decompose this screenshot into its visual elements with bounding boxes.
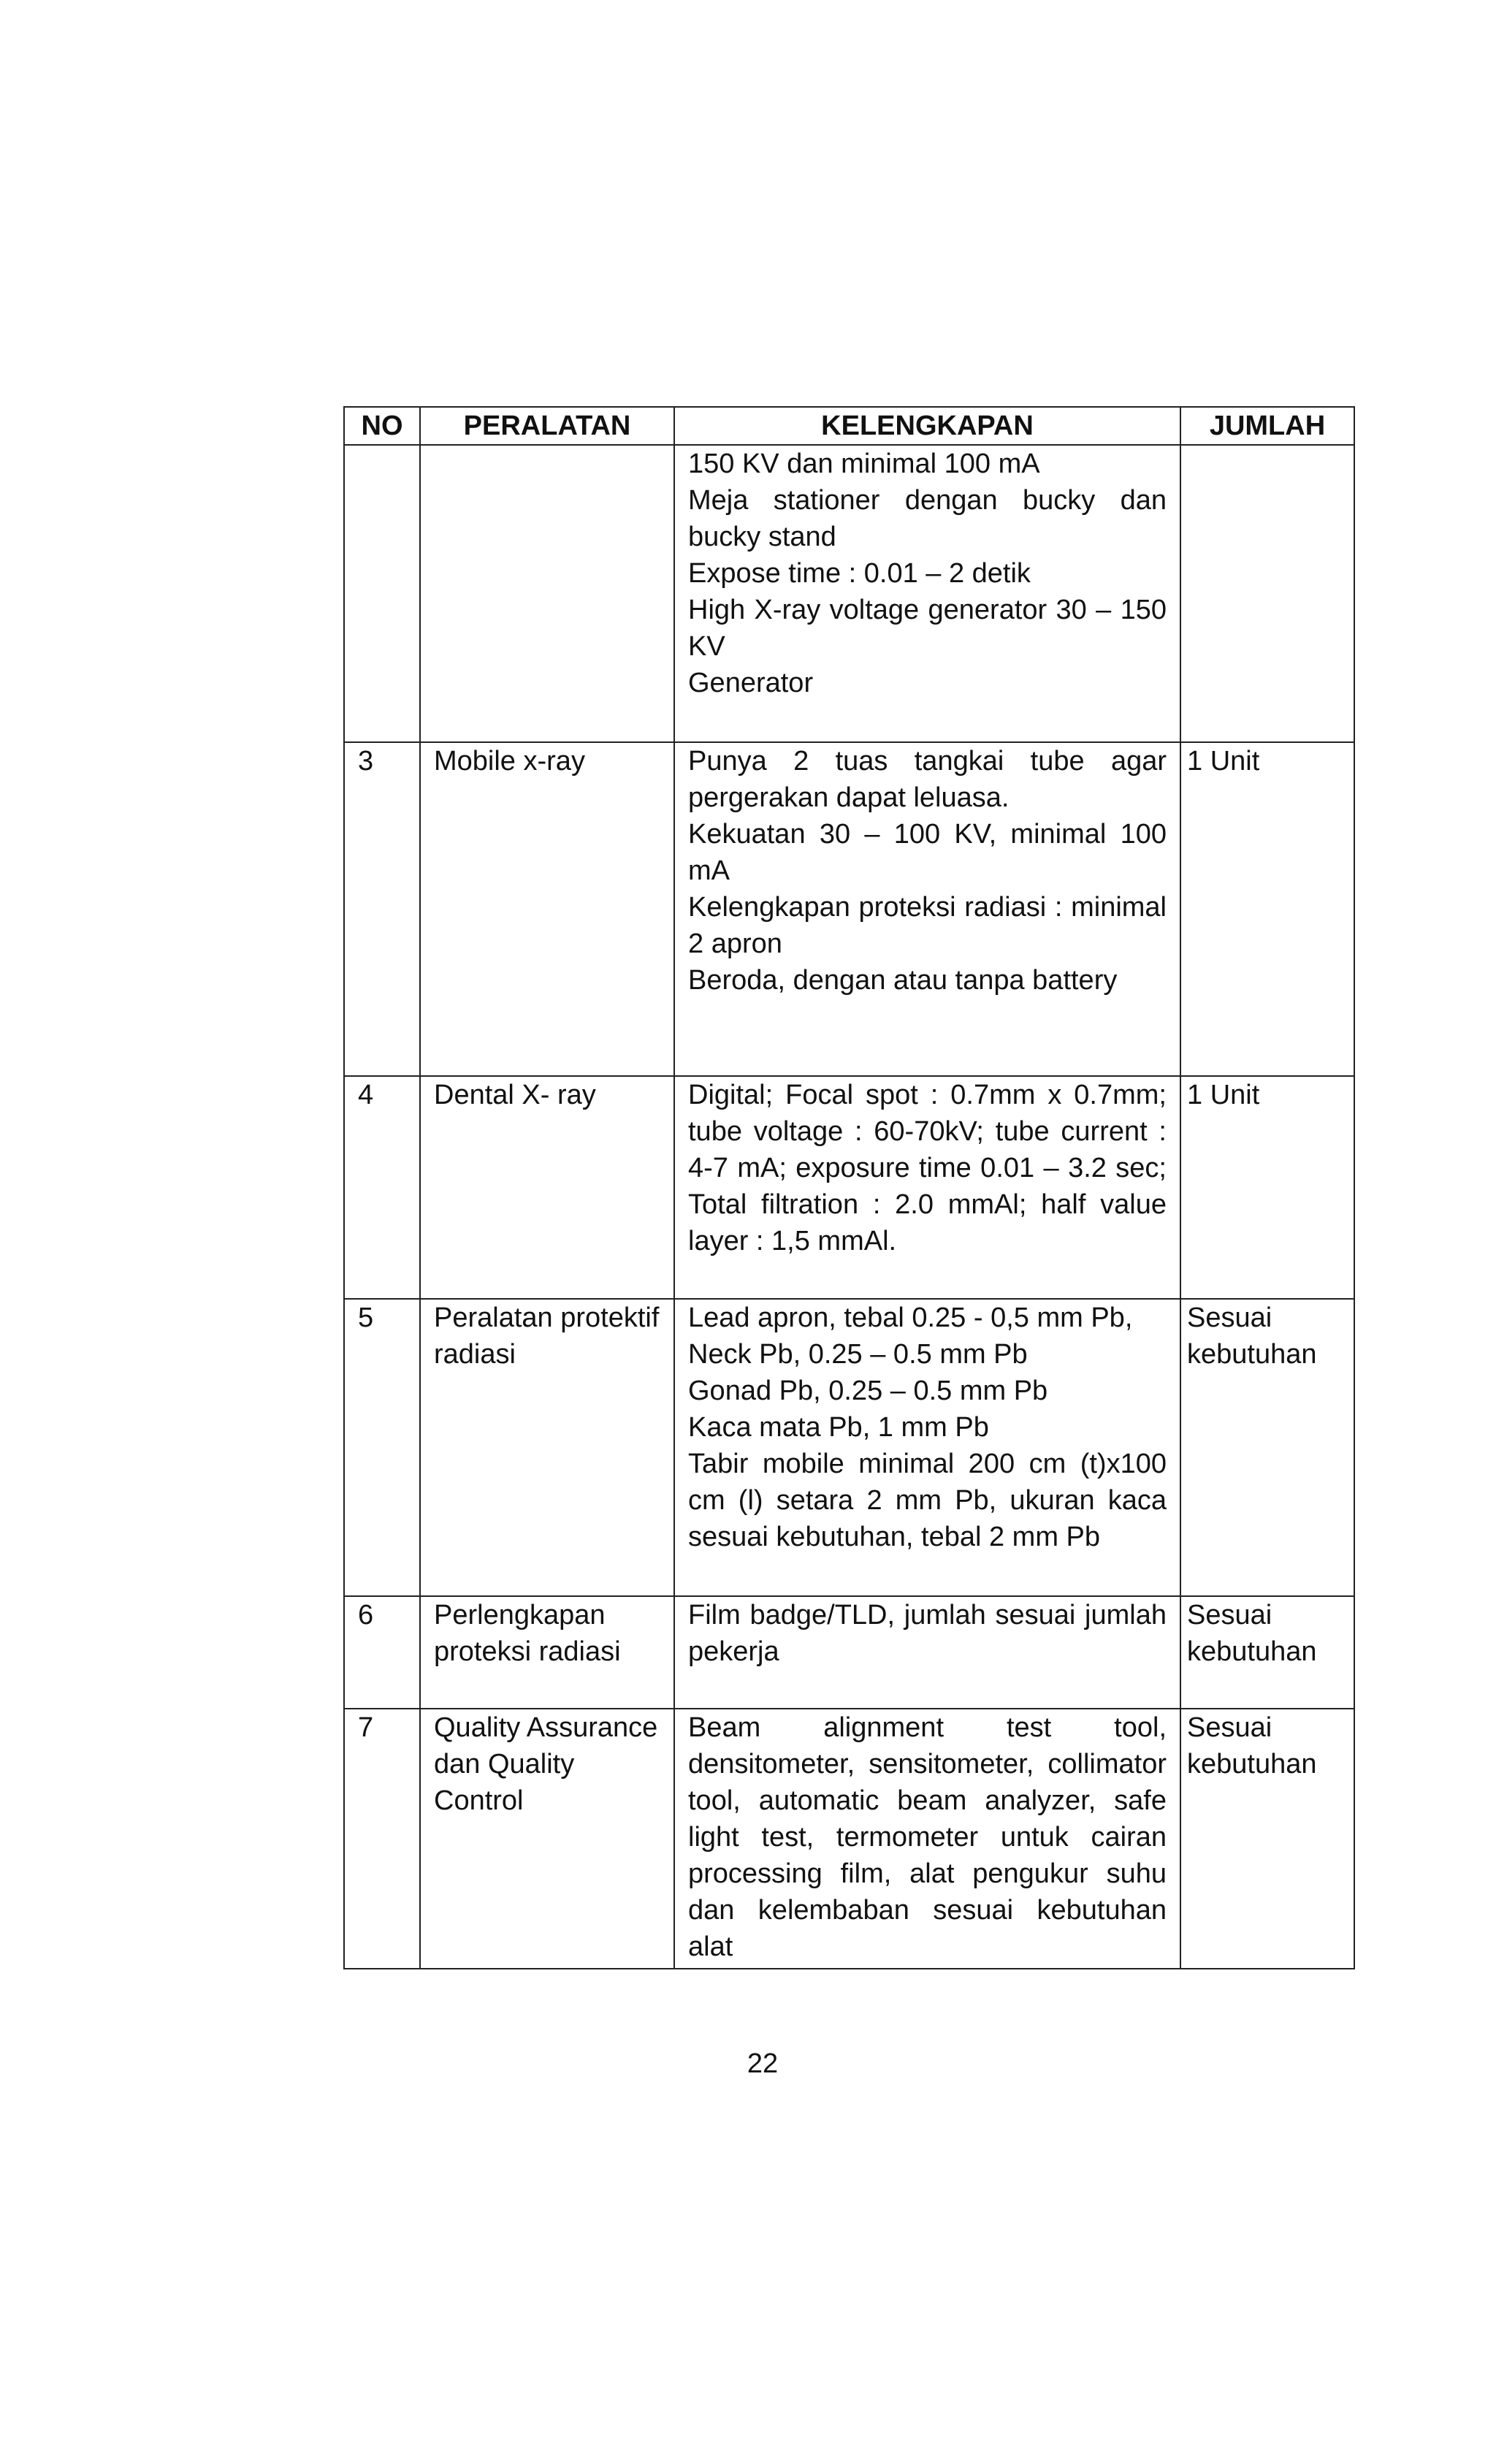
table-row (344, 1709, 1354, 1969)
kelengkapan-line: Film badge/TLD, jumlah sesuai jumlah pekerja (688, 1600, 1167, 1667)
table-row (344, 742, 1354, 1076)
cell-kelengkapan (674, 1596, 1180, 1709)
kelengkapan-line: Neck Pb, 0.25 – 0.5 mm Pb (688, 1339, 1028, 1370)
cell-no: 3 (344, 742, 420, 1076)
cell-kelengkapan (674, 1709, 1180, 1969)
kelengkapan-line: Kelengkapan proteksi radiasi : minimal 2 apron (688, 892, 1167, 959)
cell-jumlah: Sesuai kebutuhan (1180, 1596, 1354, 1709)
cell-jumlah (1180, 445, 1354, 742)
kelengkapan-line: 150 KV dan minimal 100 mA (688, 449, 1040, 479)
kelengkapan-line: Digital; Focal spot : 0.7mm x 0.7mm; tube voltage : 60-70kV; tube current : 4-7 mA; exposure time 0.01 – 3.2 sec; Total filtration : 2.0 mmAl; half value layer : 1,5 mmAl. (688, 1080, 1167, 1256)
table-row (344, 445, 1354, 742)
cell-jumlah: 1 Unit (1180, 742, 1354, 1076)
header-no: NO (344, 407, 420, 445)
kelengkapan-line: Kaca mata Pb, 1 mm Pb (688, 1412, 989, 1443)
kelengkapan-line: Punya 2 tuas tangkai tube agar pergerakan dapat leluasa. (688, 746, 1167, 813)
cell-no: 5 (344, 1299, 420, 1596)
kelengkapan-line: Kekuatan 30 – 100 KV, minimal 100 mA (688, 819, 1167, 886)
page-number: 22 (747, 2048, 779, 2079)
cell-kelengkapan (674, 742, 1180, 1076)
table-row (344, 1076, 1354, 1299)
cell-no: 7 (344, 1709, 420, 1969)
equipment-table (343, 406, 1355, 1969)
cell-peralatan: Mobile x-ray (420, 742, 674, 1076)
cell-jumlah: Sesuai kebutuhan (1180, 1299, 1354, 1596)
cell-jumlah: 1 Unit (1180, 1076, 1354, 1299)
cell-peralatan (420, 445, 674, 742)
cell-kelengkapan (674, 445, 1180, 742)
kelengkapan-line: Gonad Pb, 0.25 – 0.5 mm Pb (688, 1376, 1048, 1406)
kelengkapan-line: Meja stationer dengan bucky dan bucky stand (688, 485, 1167, 552)
cell-peralatan: Quality Assurance dan Quality Control (420, 1709, 674, 1969)
cell-no (344, 445, 420, 742)
cell-peralatan: Peralatan protektif radiasi (420, 1299, 674, 1596)
kelengkapan-line: Beroda, dengan atau tanpa battery (688, 965, 1118, 996)
kelengkapan-line: Beam alignment test tool, densitometer, sensitometer, collimator tool, automatic beam analyzer, safe light test, termometer untuk cairan processing film, alat pengukur suhu dan kelembaban sesuai kebutuhan alat (688, 1712, 1167, 1962)
header-kelengkapan: KELENGKAPAN (674, 407, 1180, 445)
cell-peralatan: Perlengkapan proteksi radiasi (420, 1596, 674, 1709)
cell-kelengkapan (674, 1076, 1180, 1299)
cell-no: 4 (344, 1076, 420, 1299)
kelengkapan-line: Expose time : 0.01 – 2 detik (688, 558, 1031, 589)
cell-jumlah: Sesuai kebutuhan (1180, 1709, 1354, 1969)
header-jumlah: JUMLAH (1180, 407, 1354, 445)
kelengkapan-line: Generator (688, 668, 814, 698)
cell-kelengkapan (674, 1299, 1180, 1596)
kelengkapan-line: Tabir mobile minimal 200 cm (t)x100 cm (l) setara 2 mm Pb, ukuran kaca sesuai kebutuhan, tebal 2 mm Pb (688, 1449, 1167, 1552)
kelengkapan-line: High X-ray voltage generator 30 – 150 KV (688, 595, 1167, 662)
table-row (344, 1596, 1354, 1709)
header-peralatan: PERALATAN (420, 407, 674, 445)
cell-peralatan: Dental X- ray (420, 1076, 674, 1299)
table-row (344, 1299, 1354, 1596)
kelengkapan-line: Lead apron, tebal 0.25 - 0,5 mm Pb, (688, 1302, 1133, 1333)
table-header-row (344, 407, 1354, 445)
cell-no: 6 (344, 1596, 420, 1709)
